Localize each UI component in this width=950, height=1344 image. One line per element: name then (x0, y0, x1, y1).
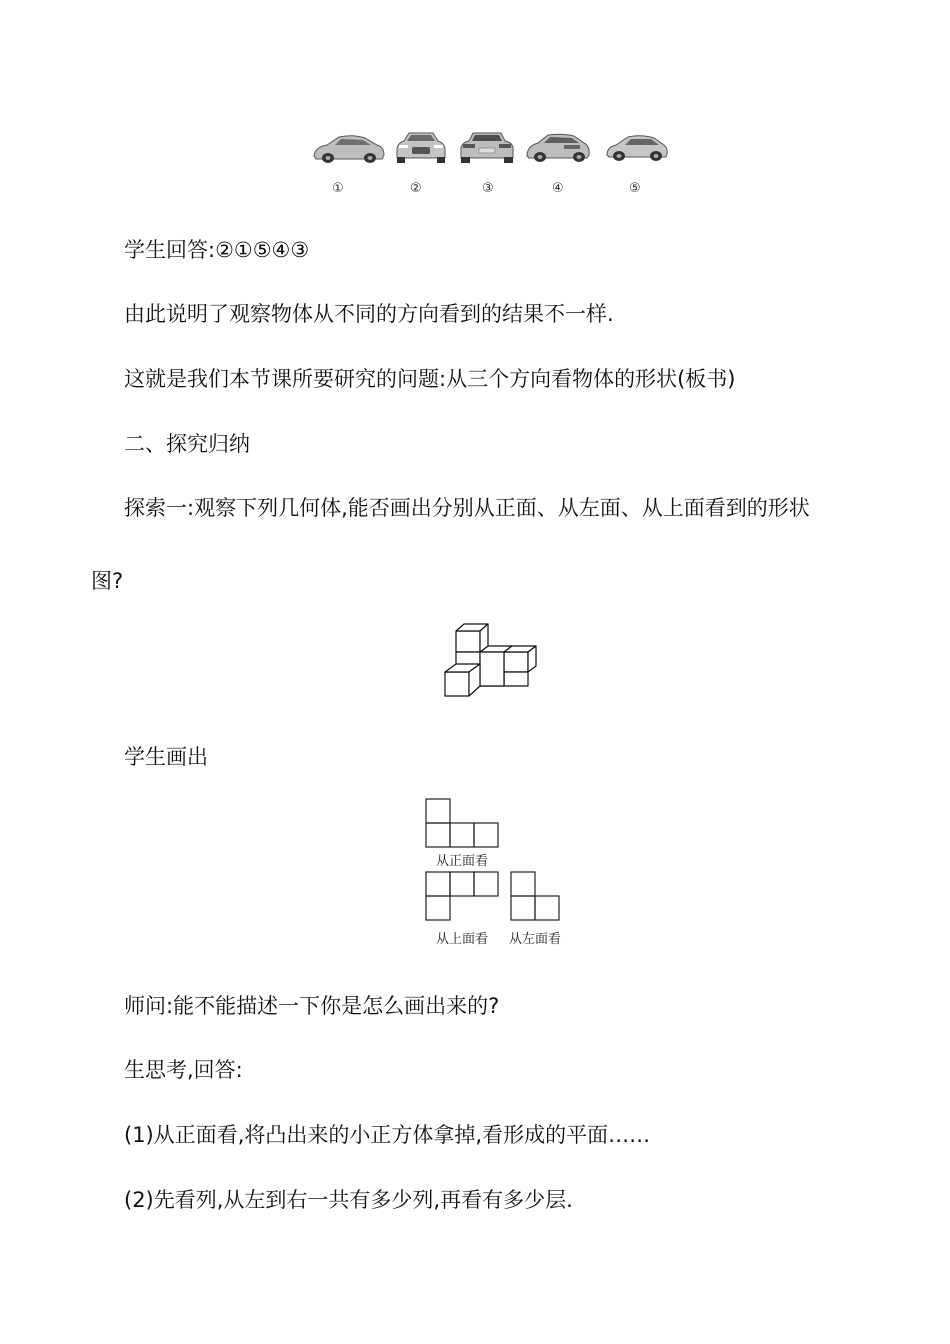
paragraph-student-answer: 学生回答:②①⑤④③ (124, 238, 310, 262)
car-3-image (459, 130, 515, 166)
car-label-1: ① (332, 181, 344, 196)
car-label-3: ③ (482, 181, 494, 196)
section-heading: 二、探究归纳 (124, 432, 250, 456)
paragraph-answer-2: (2)先看列,从左到右一共有多少列,再看有多少层. (124, 1188, 573, 1212)
paragraph-teacher-question: 师问:能不能描述一下你是怎么画出来的? (124, 994, 500, 1018)
car-5-image (604, 132, 670, 164)
paragraph-exploration-line1: 探索一:观察下列几何体,能否画出分别从正面、从左面、从上面看到的形状 (124, 496, 810, 520)
left-view-caption: 从左面看 (509, 932, 562, 947)
paragraph-topic: 这就是我们本节课所要研究的问题:从三个方向看物体的形状(板书) (124, 367, 736, 391)
car-4-image (524, 131, 592, 165)
front-view-caption: 从正面看 (436, 854, 489, 869)
car-label-5: ⑤ (629, 181, 641, 196)
top-view-caption: 从上面看 (436, 932, 489, 947)
cube-solid-figure (440, 623, 546, 699)
car-1-image (311, 132, 387, 166)
paragraph-student-think: 生思考,回答: (124, 1058, 243, 1082)
paragraph-answer-1: (1)从正面看,将凸出来的小正方体拿掉,看形成的平面…… (124, 1123, 651, 1147)
paragraph-exploration-line2: 图? (91, 569, 124, 593)
top-view-drawing (425, 871, 501, 921)
front-view-drawing (425, 798, 501, 848)
car-label-2: ② (410, 181, 422, 196)
car-label-4: ④ (552, 181, 564, 196)
paragraph-student-draw: 学生画出 (124, 745, 208, 769)
left-view-drawing (510, 871, 564, 921)
paragraph-conclusion: 由此说明了观察物体从不同的方向看到的结果不一样. (124, 302, 614, 326)
car-2-image (394, 130, 448, 166)
